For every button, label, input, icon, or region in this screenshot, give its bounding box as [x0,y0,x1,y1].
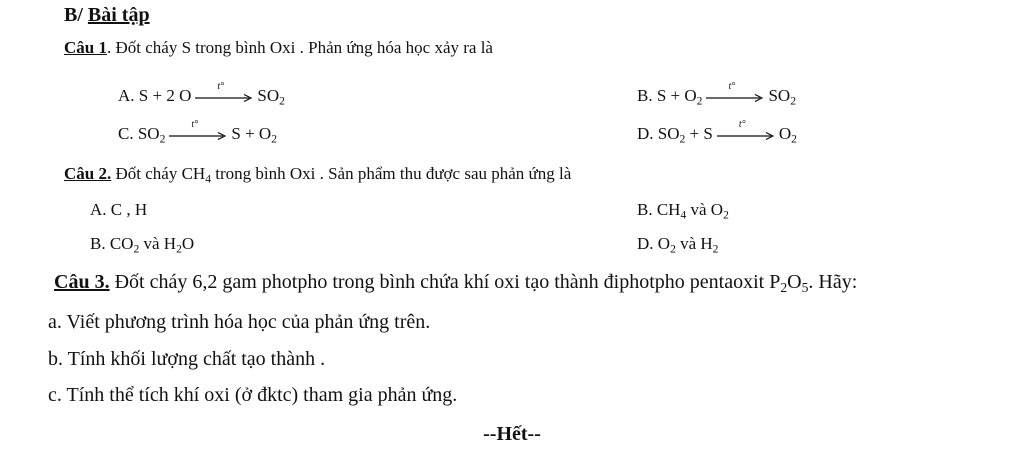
reactants: S + O [656,86,697,105]
option-text-mid: và H [139,234,177,253]
subscript: 2 [696,94,703,108]
question-3-text-tail: . Hãy: [808,271,858,293]
reaction-condition: t° [728,81,736,93]
question-3-label: Câu 3. [54,271,110,293]
part-text: b. Tính khối lượng chất tạo thành . [48,348,326,370]
reaction-arrow [717,119,775,142]
part-text: c. Tính thể tích khí oxi (ở đktc) tham gia phản ứng. [48,384,458,406]
question-2-label: Câu 2. [64,164,112,183]
arrow-icon [706,94,764,102]
reaction-arrow [706,81,764,104]
reactants: S + 2 O [138,86,192,105]
q1-option-d [637,119,797,146]
reactants-tail: + S [685,124,713,143]
products: O [778,124,792,143]
reaction-condition: t° [191,119,199,131]
q2-option-d [637,234,718,254]
option-letter: A. [118,86,135,105]
arrow-icon [169,132,227,140]
arrow-icon [195,94,253,102]
q3-part-c [48,384,457,407]
q1-option-b [637,81,796,108]
question-2 [64,164,571,184]
q1-option-a [118,81,285,108]
arrow-icon [717,132,775,140]
end-marker: --Hết-- [483,423,541,445]
question-3 [54,271,857,294]
products: SO [768,86,791,105]
subscript: 2 [279,94,285,108]
subscript: 2 [176,242,182,256]
subscript: 2 [712,242,719,256]
reactants: SO [657,124,680,143]
q2-option-c [90,234,194,254]
q2-option-b [637,200,729,220]
heading-title: Bài tập [87,4,150,26]
option-text: B. CO [90,234,134,253]
products: SO [257,86,280,105]
subscript: 2 [159,132,166,146]
reaction-arrow [195,81,253,104]
question-1-label: Câu 1 [64,38,107,57]
option-text-mid: và O [686,200,724,219]
q2-option-a [90,200,147,220]
question-3-text: Đốt cháy 6,2 gam photpho trong bình chứa khí oxi tạo thành điphotpho pentaoxit P [109,271,781,293]
subscript: 2 [723,208,729,222]
option-text-tail: O [181,234,195,253]
products: S + O [231,124,272,143]
option-letter: B. [637,86,653,105]
reaction-condition: t° [738,119,746,131]
question-2-text: Đốt cháy CH [111,164,206,183]
q3-part-a [48,311,430,334]
question-1 [64,38,493,58]
subscript: 5 [801,280,809,296]
subscript: 2 [679,132,686,146]
reaction-condition: t° [217,81,225,93]
subscript: 2 [133,242,140,256]
subscript: 2 [670,242,676,256]
subscript: 4 [205,172,211,186]
reaction-arrow [169,119,227,142]
formula-part: O [787,271,802,293]
subscript: 2 [271,132,277,146]
heading-prefix: B/ [64,4,88,26]
subscript: 4 [680,208,687,222]
option-text: B. CH [637,200,681,219]
reactants: SO [137,124,160,143]
question-2-text-tail: trong bình Oxi . Sản phẩm thu được sau phản ứng là [210,164,572,183]
option-letter: D. [637,124,654,143]
option-letter: C. [118,124,134,143]
subscript: 2 [790,94,796,108]
option-text: D. O [637,234,671,253]
q3-part-b [48,348,325,371]
subscript: 2 [780,280,788,296]
option-text: A. C , H [90,200,148,219]
option-text-mid: và H [675,234,713,253]
section-heading [64,4,150,27]
part-text: a. Viết phương trình hóa học của phản ứng trên. [48,311,431,333]
q1-option-c [118,119,277,146]
question-1-text: . Đốt cháy S trong bình Oxi . Phản ứng hóa học xảy ra là [106,38,493,57]
subscript: 2 [791,132,797,146]
